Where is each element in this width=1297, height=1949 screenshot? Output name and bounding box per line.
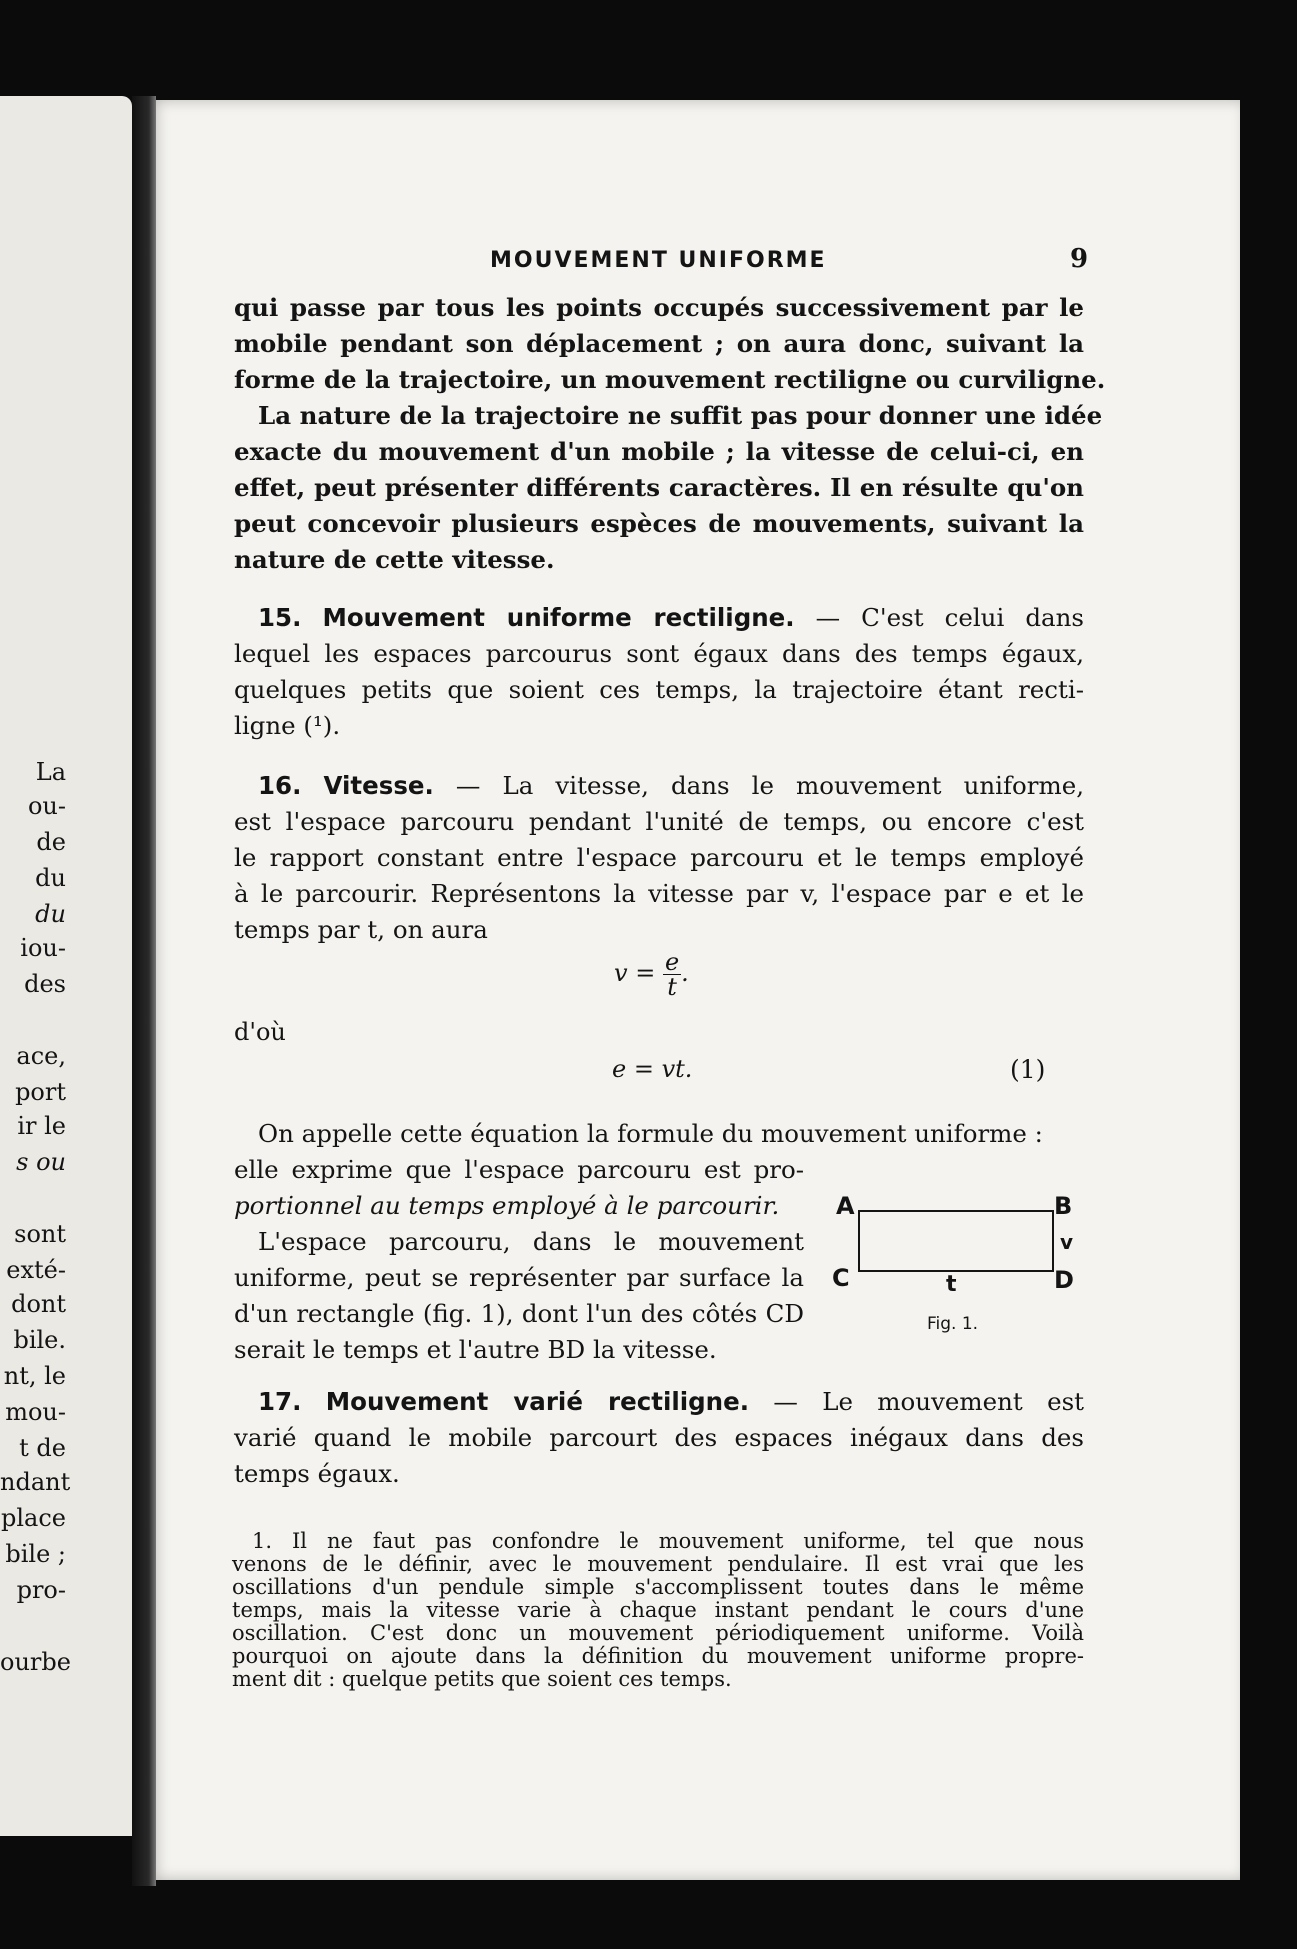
left-fragment: exté- [6,1256,66,1284]
page-number: 9 [1070,244,1089,274]
left-fragment: ourbe [0,1648,71,1676]
text-line: portionnel au temps employé à le parcourir. [234,1191,780,1220]
text-line: mobile pendant son déplacement ; on aura donc, suivant la [234,329,1084,358]
intro-paragraph [234,290,1106,578]
text-line: exacte du mouvement d'un mobile ; la vitesse de celui-ci, en [234,437,1084,466]
text-line: ligne (¹). [234,711,341,740]
figure-caption: Fig. 1. [927,1314,979,1334]
left-fragment: dont [11,1290,66,1318]
left-fragment: bile. [13,1326,66,1354]
text-line: quelques petits que soient ces temps, la trajectoire étant recti- [234,675,1084,704]
label-v: v [1060,1230,1074,1254]
rectangle-diagram [858,1210,1054,1272]
section-heading-line [234,600,1084,636]
doou-text: d'où [234,1018,286,1046]
left-fragment: nt, le [3,1362,66,1390]
text-line: — C'est celui dans [815,603,1084,632]
text-line: On appelle cette équation la formule du mouvement uniforme : [258,1119,1043,1148]
footnote-line: oscillation. C'est donc un mouvement périodiquement uniforme. Voilà [232,1621,1084,1645]
left-fragment: La [35,758,66,786]
adjacent-page [0,96,132,1836]
text-line: effet, peut présenter différents caractères. Il en résulte qu'on [234,473,1084,502]
equation-number: (1) [1010,1055,1046,1084]
footnote [232,1530,1084,1691]
section-heading-line [234,768,1084,804]
left-fragment: du [35,900,66,928]
label-d: D [1054,1266,1074,1294]
label-c: C [832,1264,850,1292]
footnote-line: venons de le définir, avec le mouvement pendulaire. Il est vrai que les [232,1552,1084,1576]
footnote-line: oscillations d'un pendule simple s'accomplissent toutes dans le même [232,1575,1084,1599]
section-title: Mouvement varié rectiligne. [325,1387,750,1416]
text-line: La nature de la trajectoire ne suffit pas pour donner une idée [258,401,1103,430]
left-fragment: iou- [20,934,66,962]
text-line: d'un rectangle (fig. 1), dont l'un des côtés CD [234,1299,804,1328]
left-fragment: ndant [0,1468,71,1496]
text-line: peut concevoir plusieurs espèces de mouvements, suivant la [234,509,1084,538]
text-line: nature de cette vitesse. [234,545,555,574]
text-line: — La vitesse, dans le mouvement uniforme, [455,771,1085,800]
running-title: MOUVEMENT UNIFORME [490,248,827,273]
text-line: — Le mouvement est [773,1387,1084,1416]
fraction-denominator: t [667,973,677,1001]
label-b: B [1054,1192,1073,1220]
left-fragment: ou- [27,792,66,820]
footnote-line: temps, mais la vitesse varie à chaque instant pendant le cours d'une [232,1598,1084,1622]
book-gutter [132,96,156,1886]
uniform-formula-paragraph [234,1116,1084,1152]
text-line: qui passe par tous les points occupés successivement par le [234,293,1084,322]
fraction [663,950,681,999]
left-fragment: place [1,1504,66,1532]
text-line: temps par t, on aura [234,915,488,944]
left-fragment: ir le [17,1112,66,1140]
text-line: varié quand le mobile parcourt des espaces inégaux dans des [234,1423,1084,1452]
section-title: Vitesse. [323,771,434,800]
section-15 [234,600,1084,744]
left-fragment: pro- [16,1576,66,1604]
text-line: le rapport constant entre l'espace parcouru et le temps employé [234,843,1084,872]
text-line: uniforme, peut se représenter par surface la [234,1263,804,1292]
left-fragment: s ou [16,1148,66,1176]
formula-lhs: v = [614,959,656,987]
left-fragment: bile ; [5,1540,66,1568]
text-line: lequel les espaces parcourus sont égaux dans des temps égaux, [234,639,1084,668]
section-17 [234,1384,1084,1492]
section-16 [234,768,1084,948]
footnote-line: 1. Il ne faut pas confondre le mouvement uniforme, tel que nous [252,1529,1084,1553]
left-fragment: ace, [16,1042,66,1070]
label-t: t [946,1272,957,1297]
fraction-numerator: e [664,948,680,976]
section-number: 16. [258,771,302,800]
text-line: L'espace parcouru, dans le mouvement [258,1227,804,1256]
footnote-line: pourquoi on ajoute dans la définition du mouvement uniforme propre- [232,1644,1084,1668]
section-number: 15. [258,603,302,632]
left-fragment: de [36,828,66,856]
formula-space: e = vt. [612,1055,693,1083]
text-line: elle exprime que l'espace parcouru est pro- [234,1155,804,1184]
footnote-line: ment dit : quelque petits que soient ces temps. [232,1667,732,1691]
section-title: Mouvement uniforme rectiligne. [322,603,795,632]
left-fragment: port [15,1078,66,1106]
left-fragment: des [24,970,66,998]
left-fragment: du [35,864,66,892]
text-line: forme de la trajectoire, un mouvement rectiligne ou curviligne. [234,365,1106,394]
text-line: est l'espace parcouru pendant l'unité de temps, ou encore c'est [234,807,1084,836]
section-number: 17. [258,1387,302,1416]
left-fragment: t de [19,1434,66,1462]
label-a: A [836,1192,855,1220]
left-fragment: sont [14,1220,66,1248]
text-line: à le parcourir. Représentons la vitesse par v, l'espace par e et le [234,879,1084,908]
section-heading-line [234,1384,1084,1420]
formula-end: . [681,959,689,987]
left-fragment: mou- [5,1398,66,1426]
text-line: serait le temps et l'autre BD la vitesse. [234,1335,717,1364]
figure-1 [822,1186,1082,1336]
figure-side-text [234,1152,804,1368]
text-line: temps égaux. [234,1459,400,1488]
formula-velocity [614,950,689,999]
